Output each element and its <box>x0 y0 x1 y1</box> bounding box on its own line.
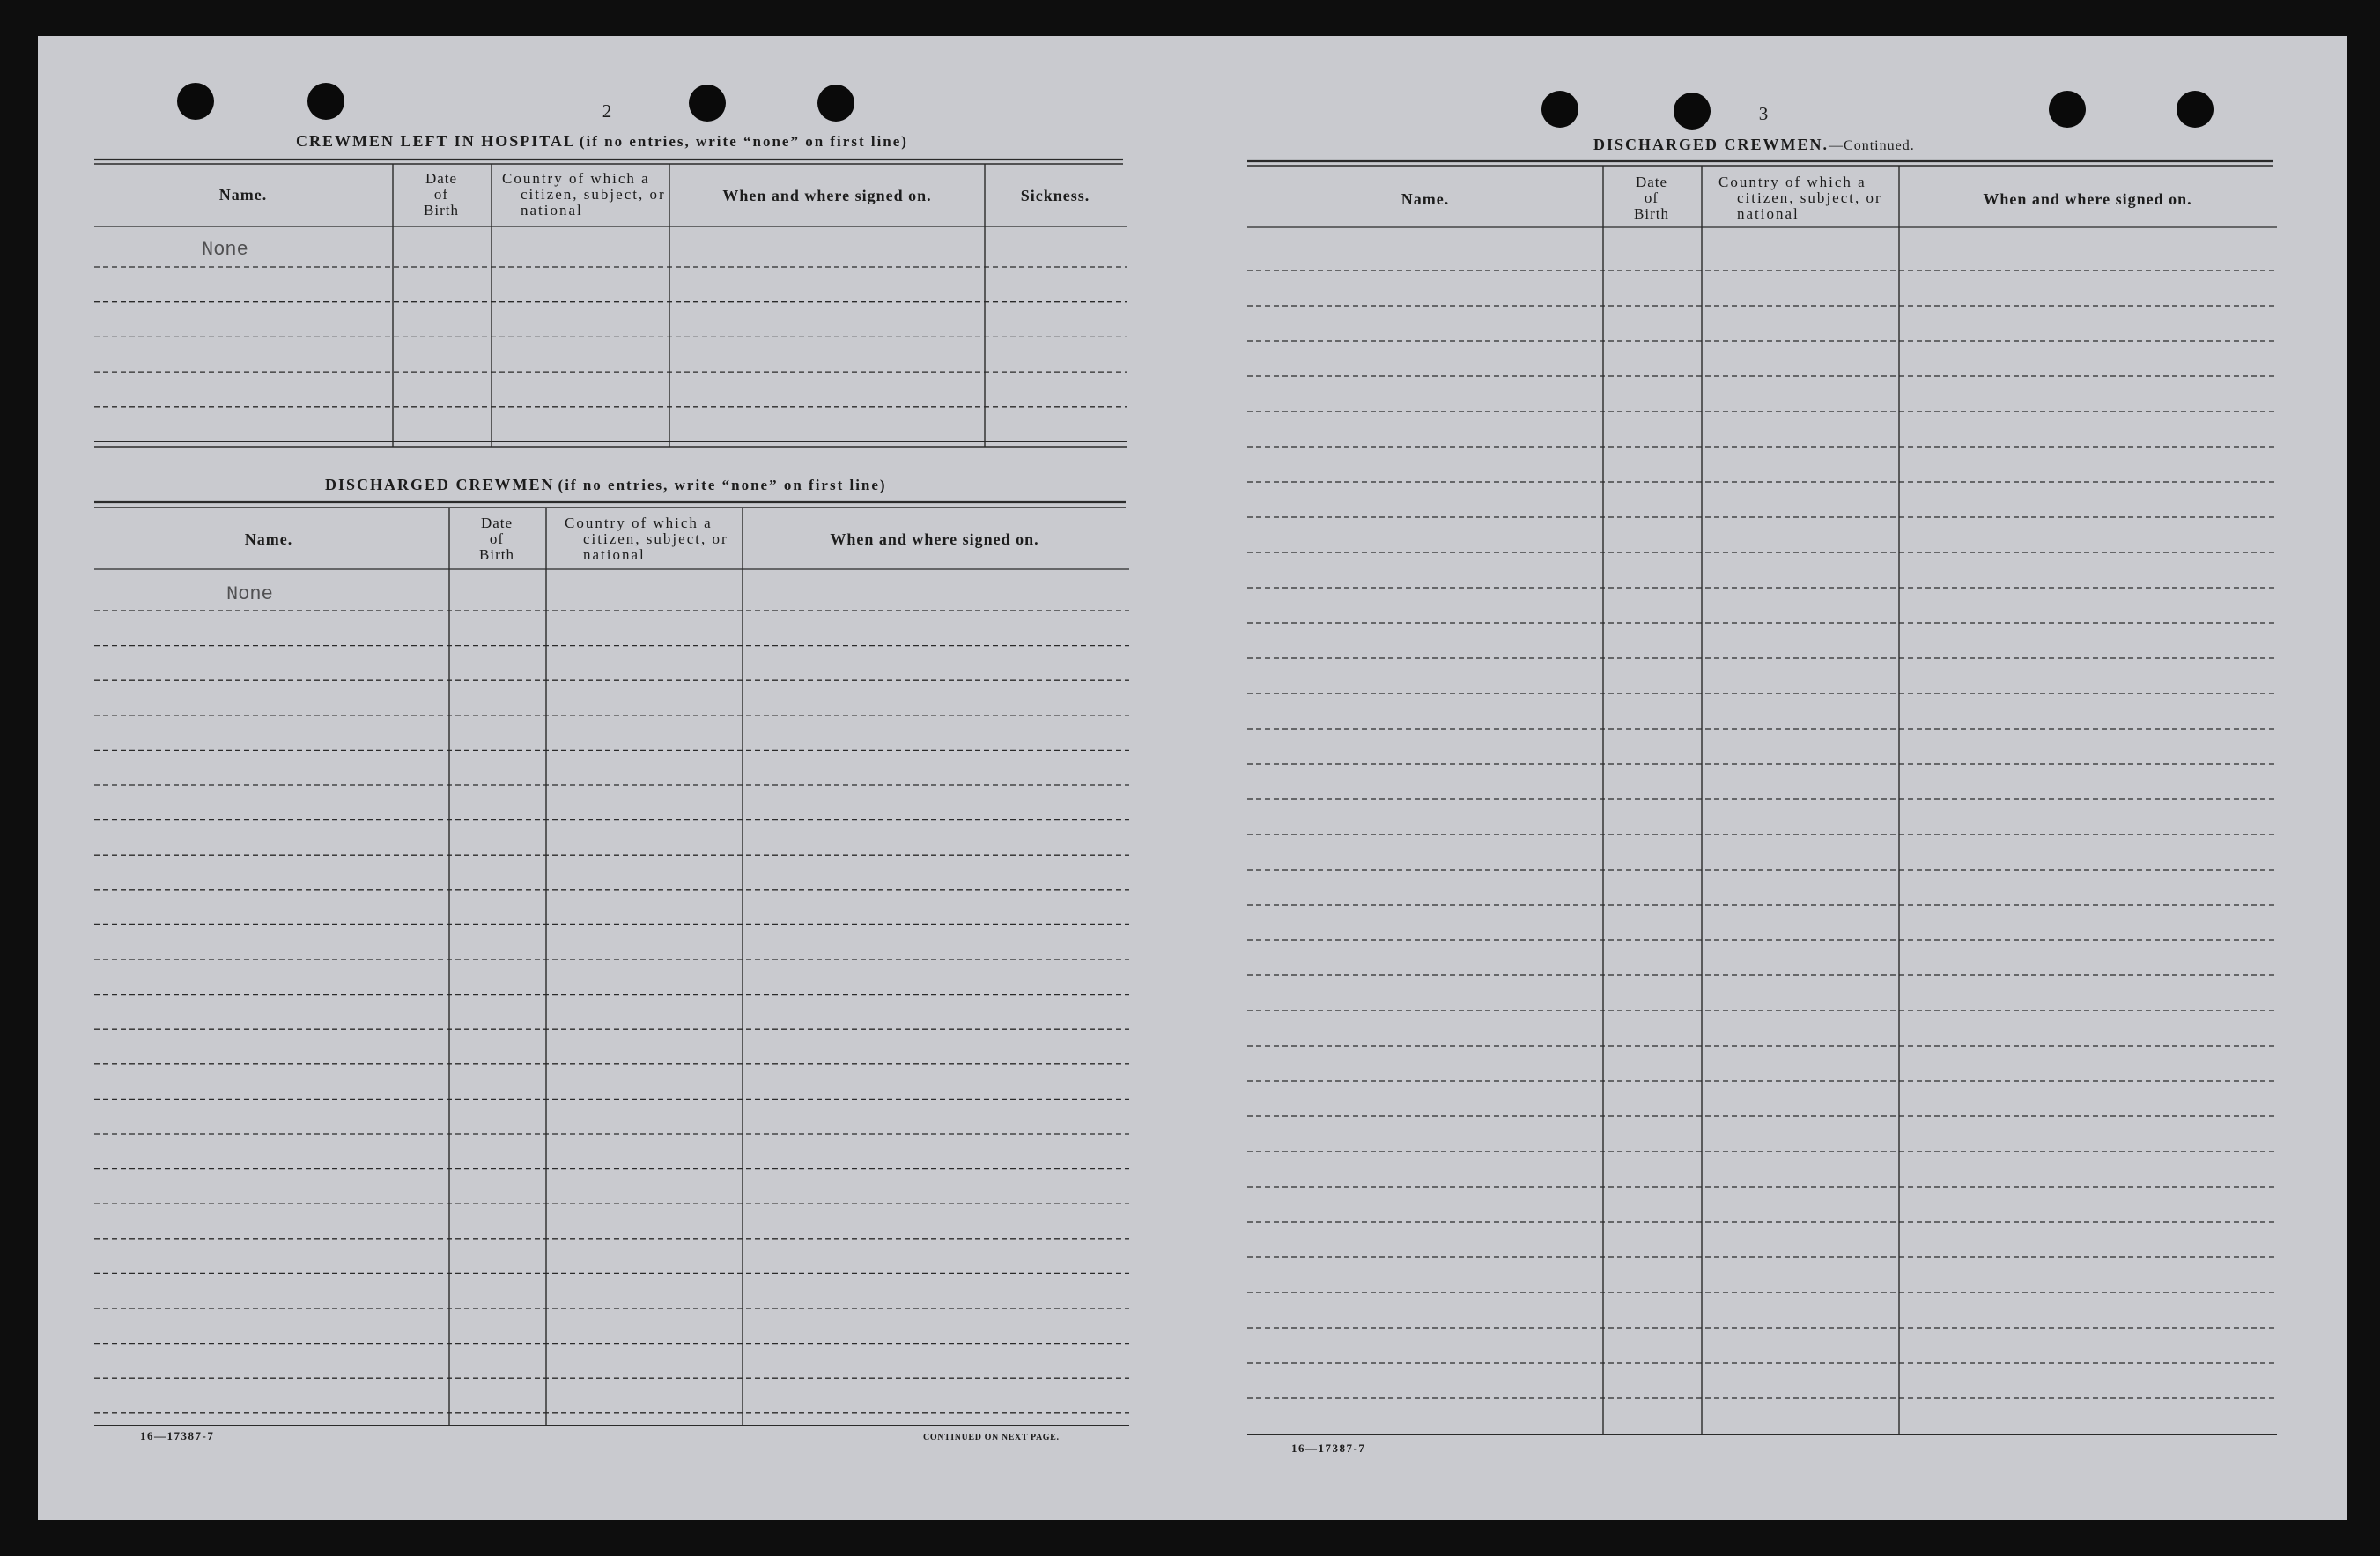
header-line: national <box>583 546 646 563</box>
page-number: 3 <box>1758 103 1769 124</box>
column-header-name: Name. <box>218 186 268 204</box>
form-number: 16—17387-7 <box>1291 1441 1366 1455</box>
header-line: citizen, subject, or <box>1737 189 1882 206</box>
header-line: of <box>489 530 505 547</box>
punch-hole <box>1674 93 1711 130</box>
section-title: CREWMEN LEFT IN HOSPITAL <box>296 132 576 150</box>
punch-hole <box>2177 91 2214 128</box>
header-line: Birth <box>424 202 459 219</box>
section-title-suffix: —Continued. <box>1829 138 1915 153</box>
header-line: Country of which a <box>1718 174 1866 190</box>
page-number: 2 <box>602 100 612 122</box>
header-line: Country of which a <box>502 170 650 187</box>
form-number: 16—17387-7 <box>140 1429 215 1442</box>
header-line: citizen, subject, or <box>521 186 666 203</box>
column-header-name: Name. <box>244 530 293 548</box>
header-line: Date <box>1635 174 1668 190</box>
discharged-continued-title <box>1593 136 1915 155</box>
header-line: of <box>433 186 449 203</box>
column-header-name: Name. <box>1401 190 1450 208</box>
continued-note: CONTINUED ON NEXT PAGE. <box>923 1433 1060 1442</box>
section-instruction: (if no entries, write “none” on first line) <box>558 477 887 493</box>
header-line: Country of which a <box>565 515 713 531</box>
header-line: Date <box>480 515 514 531</box>
column-header-signed-on: When and where signed on. <box>1983 190 2192 208</box>
column-header-signed-on: When and where signed on. <box>722 187 932 204</box>
header-line: national <box>1737 205 1800 222</box>
header-line: Date <box>425 170 458 187</box>
column-header-country <box>1718 174 1882 222</box>
column-header-signed-on: When and where signed on. <box>830 530 1039 548</box>
header-line: Birth <box>479 546 514 563</box>
punch-hole <box>2049 91 2086 128</box>
section-title: DISCHARGED CREWMEN. <box>1593 136 1829 153</box>
header-line: citizen, subject, or <box>583 530 728 547</box>
column-header-sickness: Sickness. <box>1020 187 1090 204</box>
typed-entry-name: None <box>226 583 273 605</box>
header-line: Birth <box>1634 205 1669 222</box>
section-instruction: (if no entries, write “none” on first line) <box>579 133 908 150</box>
column-header-date-of-birth <box>1634 174 1669 222</box>
typed-entry-name: None <box>202 239 248 261</box>
section-title: DISCHARGED CREWMEN <box>325 476 555 493</box>
header-line: national <box>521 202 583 219</box>
header-line: of <box>1644 189 1659 206</box>
punch-hole <box>1541 91 1578 128</box>
